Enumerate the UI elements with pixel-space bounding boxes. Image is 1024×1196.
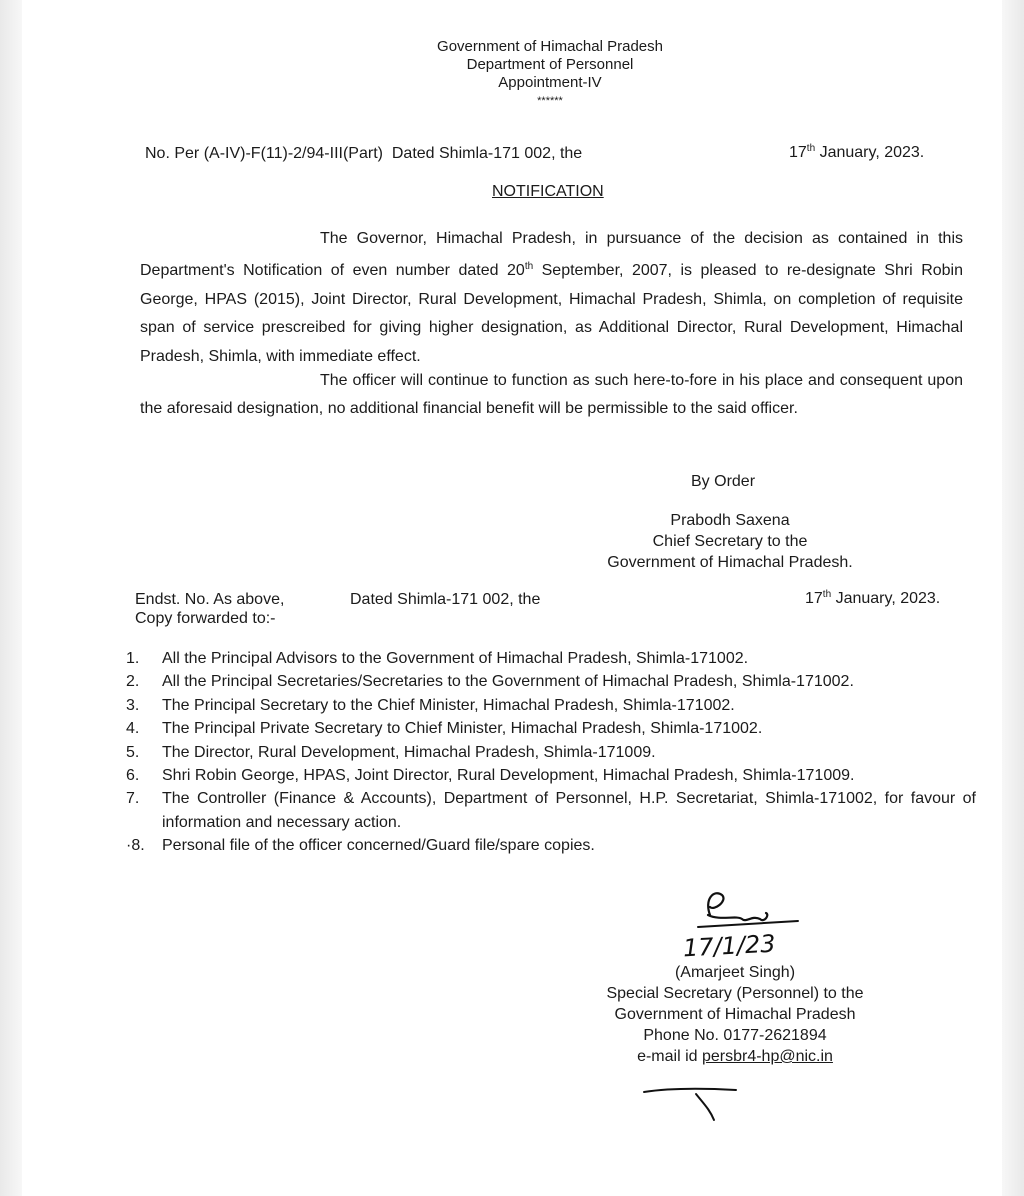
body-paragraph-1-sup: th — [524, 261, 534, 273]
list-item — [126, 717, 976, 740]
list-item-text: Shri Robin George, HPAS, Joint Director, Rural Development, Himachal Pradesh, Shimla-171009. — [162, 767, 855, 785]
list-item-text: The Principal Private Secretary to Chief Minister, Himachal Pradesh, Shimla-171002. — [162, 720, 763, 738]
signatory-email — [560, 1046, 910, 1067]
pen-mark — [640, 1080, 740, 1130]
reference-day: 17 — [789, 144, 807, 161]
list-item-number: 3. — [126, 696, 140, 714]
list-item-text: The Principal Secretary to the Chief Minister, Himachal Pradesh, Shimla-171002. — [162, 696, 735, 714]
list-item-number: 5. — [126, 743, 140, 761]
order-signatory-title-2: Government of Himachal Pradesh. — [607, 554, 853, 571]
endorsement-day-suffix: th — [822, 589, 832, 600]
endorsement-dated: Dated Shimla-171 002, the — [350, 591, 541, 608]
order-signatory — [570, 510, 890, 573]
body-paragraph-1-text-b: September, 2007, is pleased to re-designate Shri Robin George, HPAS (2015), Joint Director, Rural Development, Himachal Pradesh, Shimla, on completion of requisite span of service prescreibed for giving higher designation, as Additional Director, Rural Development, Himachal Pradesh, Shimla, with immediate effect. — [140, 262, 964, 365]
scan-edge-left — [0, 0, 22, 1196]
reference-number — [145, 145, 582, 163]
email-label: e-mail id — [637, 1048, 702, 1065]
body-paragraph-2 — [140, 367, 963, 424]
order-signatory-title-1: Chief Secretary to the — [652, 533, 808, 550]
reference-month-year: January, 2023. — [815, 144, 925, 161]
header-department: Department of Personnel — [466, 56, 634, 73]
list-item — [126, 834, 976, 857]
list-item — [126, 670, 976, 693]
endorsement-day: 17 — [805, 590, 823, 607]
list-item — [126, 694, 976, 717]
endorsement-date — [805, 589, 940, 608]
signatory-name: (Amarjeet Singh) — [674, 964, 796, 981]
list-item-number: 6. — [126, 767, 140, 785]
reference-day-suffix: th — [806, 143, 816, 154]
list-item-number: 1. — [126, 650, 140, 667]
header-stars: ****** — [537, 95, 563, 107]
signatory-phone: Phone No. 0177-2621894 — [643, 1027, 827, 1044]
reference-number-text: No. Per (A-IV)-F(11)-2/94-III(Part) — [145, 145, 383, 162]
list-item — [126, 764, 976, 787]
list-item-text: The Director, Rural Development, Himachal Pradesh, Shimla-171009. — [162, 743, 656, 761]
list-item-number: 2. — [126, 673, 140, 691]
email-link[interactable]: persbr4-hp@nic.in — [701, 1048, 833, 1065]
by-order: By Order — [691, 473, 756, 490]
notification-title: NOTIFICATION — [492, 183, 604, 200]
copy-forwarded-label: Copy forwarded to:- — [135, 610, 276, 627]
reference-date — [789, 143, 924, 162]
header-section: Appointment-IV — [498, 74, 602, 91]
list-item-number: 4. — [126, 720, 140, 738]
endorsement-number: Endst. No. As above, — [135, 591, 285, 608]
body-paragraph-1 — [140, 225, 963, 371]
copy-list — [126, 647, 976, 858]
body-paragraph-1-text-a: The Governor, Himachal Pradesh, in pursuance of the decision as contained in this Department's Notification of even number dated 20 — [140, 230, 963, 280]
list-item-text: All the Principal Secretaries/Secretaries to the Government of Himachal Pradesh, Shimla-171002. — [162, 673, 854, 691]
list-item — [126, 741, 976, 764]
list-item-text: All the Principal Advisors to the Government of Himachal Pradesh, Shimla-171002. — [162, 650, 749, 667]
endorsement-month-year: January, 2023. — [831, 590, 941, 607]
order-signatory-name: Prabodh Saxena — [670, 512, 790, 529]
handwritten-date: 17/1/23 — [682, 929, 777, 963]
list-item-number: 7. — [126, 790, 140, 808]
signatory-title-2: Government of Himachal Pradesh — [614, 1006, 856, 1023]
signature-block — [560, 962, 910, 1067]
list-item-number: ·8. — [126, 837, 145, 855]
signatory-title-1: Special Secretary (Personnel) to the — [606, 985, 864, 1002]
scan-edge-right — [1002, 0, 1024, 1196]
body-paragraph-2-text: The officer will continue to function as such here-to-fore in his place and consequent upon the aforesaid designation, no additional financial benefit will be permissible to the said officer. — [140, 372, 963, 418]
list-item-text: The Controller (Finance & Accounts), Department of Personnel, H.P. Secretariat, Shimla-171002, for favour of information and necessary action. — [162, 790, 976, 831]
list-item — [126, 787, 976, 834]
list-item-text: Personal file of the officer concerned/Guard file/spare copies. — [162, 837, 595, 855]
reference-dated: Dated Shimla-171 002, the — [391, 145, 583, 162]
list-item — [126, 647, 976, 670]
header-government: Government of Himachal Pradesh — [437, 38, 663, 55]
